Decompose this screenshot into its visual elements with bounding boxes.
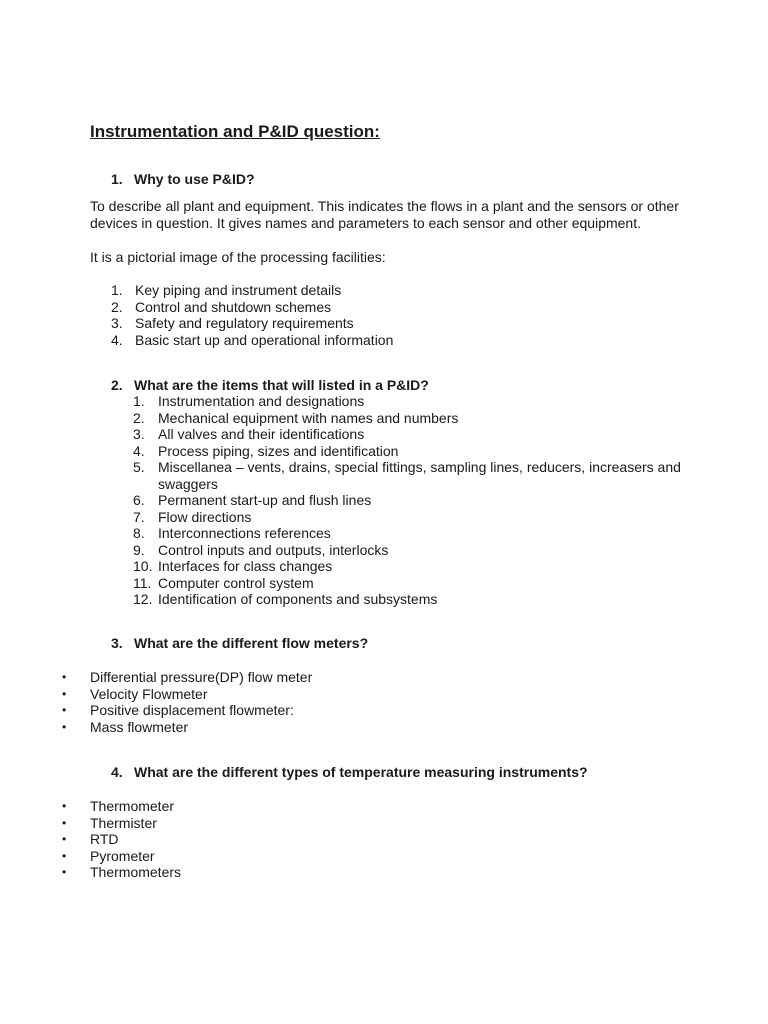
list-item: 5. Miscellanea – vents, drains, special fittings, sampling lines, reducers, increasers and swaggers — [133, 459, 681, 492]
question-2-text: What are the items that will listed in a P&ID? — [134, 377, 429, 393]
list-item: 1. Instrumentation and designations — [133, 393, 365, 409]
list-item: • Mass flowmeter — [62, 718, 189, 735]
question-1-paragraph-2: It is a pictorial image of the processing facilities: — [90, 249, 386, 265]
list-item: 7. Flow directions — [133, 508, 252, 525]
question-2-list — [133, 393, 693, 608]
list-item: 3. All valves and their identifications — [133, 426, 365, 442]
list-item: • Differential pressure(DP) flow meter — [62, 669, 313, 685]
question-2-number: 2. — [111, 377, 123, 393]
list-item: 4. Basic start up and operational information — [111, 331, 394, 348]
list-item: • RTD — [62, 831, 119, 847]
bullet-icon: • — [62, 686, 67, 701]
list-item: 11. Computer control system — [133, 574, 314, 591]
question-4-number: 4. — [111, 764, 123, 780]
list-item: • Thermometers — [62, 864, 182, 880]
list-item: • Positive displacement flowmeter: — [62, 702, 294, 718]
question-1-heading — [90, 171, 255, 188]
list-item: • Thermister — [62, 814, 157, 831]
list-item: 2. Mechanical equipment with names and numbers — [133, 409, 459, 426]
list-item: 12. Identification of components and subsystems — [133, 591, 438, 607]
question-1-number: 1. — [111, 171, 123, 187]
bullet-icon: • — [62, 670, 67, 684]
page-title: Instrumentation and P&ID question: — [90, 122, 380, 141]
question-1-paragraph-1: To describe all plant and equipment. This indicates the flows in a plant and the sensors or other devices in question. It gives names and parameters to each sensor and other equipment. — [90, 198, 679, 231]
list-item: 10. Interfaces for class changes — [133, 558, 333, 574]
list-item: 8. Interconnections references — [133, 525, 331, 541]
list-item: • Pyrometer — [62, 847, 155, 864]
question-3-heading — [90, 635, 368, 652]
bullet-icon: • — [62, 848, 67, 863]
question-3-text: What are the different flow meters? — [134, 635, 369, 651]
question-3-bullets — [62, 669, 312, 735]
list-item: 9. Control inputs and outputs, interlocks — [133, 541, 389, 558]
question-4-bullets — [62, 798, 181, 881]
bullet-icon: • — [62, 865, 67, 879]
list-item: 2. Control and shutdown schemes — [111, 298, 332, 315]
bullet-icon: • — [62, 719, 67, 734]
question-2-heading — [90, 377, 429, 394]
question-3-number: 3. — [111, 635, 123, 651]
question-4-text: What are the different types of temperature measuring instruments? — [134, 764, 588, 780]
list-item: 1. Key piping and instrument details — [111, 282, 342, 298]
bullet-icon: • — [62, 832, 67, 846]
bullet-icon: • — [62, 815, 67, 830]
bullet-icon: • — [62, 799, 67, 813]
list-item: 6. Permanent start-up and flush lines — [133, 492, 372, 508]
list-item: 3. Safety and regulatory requirements — [111, 315, 354, 331]
question-1-list — [111, 282, 711, 348]
question-4-heading — [90, 764, 588, 781]
list-item: • Thermometer — [62, 798, 175, 814]
list-item: 4. Process piping, sizes and identification — [133, 442, 399, 459]
question-1-text: Why to use P&ID? — [134, 171, 255, 187]
list-item: • Velocity Flowmeter — [62, 685, 208, 702]
bullet-icon: • — [62, 703, 67, 717]
